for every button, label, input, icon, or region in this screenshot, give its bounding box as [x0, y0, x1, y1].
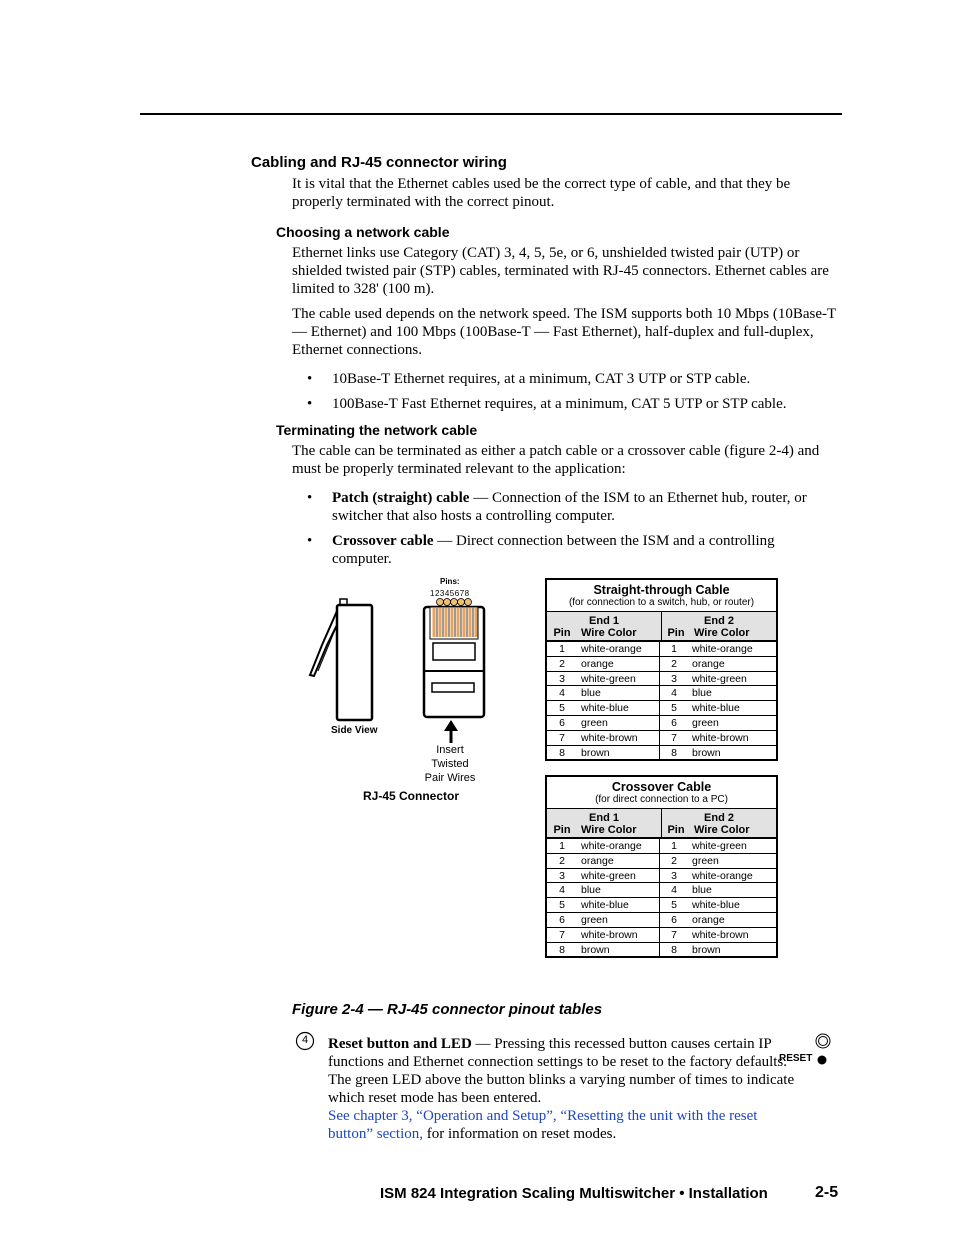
- bullet-icon: •: [307, 533, 313, 549]
- table-subtitle: (for connection to a switch, hub, or router): [568, 597, 755, 608]
- pin-cell: 6: [559, 716, 565, 729]
- wire-color-cell: white-brown: [581, 731, 638, 744]
- end-label: End 2: [704, 615, 734, 627]
- bullet-icon: •: [307, 371, 313, 387]
- pin-cell: 7: [659, 731, 688, 745]
- table-body: [547, 838, 776, 956]
- pin-cell: 3: [559, 869, 565, 882]
- wire-color-header: Wire Color: [581, 824, 637, 836]
- pin-cell: 4: [559, 884, 565, 897]
- wire-color-cell: white-blue: [581, 899, 629, 912]
- pin-cell: 1: [659, 642, 688, 656]
- wire-color-cell: brown: [581, 943, 610, 956]
- table-row: [547, 685, 776, 700]
- wire-color-header: Wire Color: [694, 627, 750, 639]
- wire-color-cell: white-blue: [581, 702, 629, 715]
- table-row: [547, 927, 776, 942]
- patch-text: — Connection of the ISM to an Ethernet hub, router, or switcher that also hosts a controlling computer.: [332, 490, 807, 524]
- pin-cell: 2: [559, 657, 565, 670]
- wire-color-cell: orange: [692, 657, 725, 670]
- pin-cell: 6: [559, 913, 565, 926]
- table-title: Crossover Cable: [611, 780, 712, 794]
- table-row: [547, 868, 776, 883]
- side-view-drawing: [310, 599, 372, 720]
- pin-header: Pin: [667, 824, 685, 836]
- wire-color-cell: white-brown: [692, 928, 749, 941]
- pin-cell: 3: [559, 672, 565, 685]
- wire-color-cell: brown: [692, 746, 721, 759]
- crossover-term: Crossover cable: [332, 533, 434, 549]
- wire-color-header: Wire Color: [581, 627, 637, 639]
- table-row: [547, 700, 776, 715]
- pin-cell: 7: [559, 928, 565, 941]
- pin-cell: 5: [659, 701, 688, 715]
- wire-color-cell: orange: [581, 657, 614, 670]
- pin-cell: 1: [659, 839, 688, 853]
- end-headers: [547, 612, 776, 641]
- end-label: End 1: [589, 812, 619, 824]
- bullet-item-patch: [332, 489, 840, 525]
- end-2-header: [661, 809, 776, 837]
- wire-color-cell: brown: [581, 746, 610, 759]
- table-subtitle: (for direct connection to a PC): [595, 794, 728, 805]
- reset-term: Reset button and LED: [328, 1036, 472, 1052]
- callout-number: 4: [301, 1034, 309, 1046]
- end-1-header: [547, 809, 661, 837]
- side-view-label: Side View: [331, 725, 378, 736]
- led-icon: [814, 1032, 832, 1050]
- crossover-text: — Direct connection between the ISM and a controlling computer.: [332, 533, 775, 567]
- wire-color-cell: white-green: [692, 840, 747, 852]
- pin-cell: 4: [659, 686, 688, 700]
- insert-label-line: Insert: [436, 744, 464, 756]
- wire-color-cell: blue: [692, 884, 712, 897]
- pin-cell: 8: [559, 943, 565, 956]
- wire-color-cell: white-orange: [581, 840, 642, 852]
- pin-cell: 8: [659, 746, 688, 760]
- pin-cell: 1: [559, 643, 565, 655]
- subsection-title-choosing: Choosing a network cable: [276, 224, 450, 240]
- table-row: [547, 912, 776, 927]
- table-row: [547, 745, 776, 760]
- table-header: [547, 580, 776, 612]
- section-title: Cabling and RJ-45 connector wiring: [251, 154, 507, 171]
- table-body: [547, 641, 776, 759]
- reset-after-text: for information on reset modes.: [422, 1126, 617, 1142]
- pin-cell: 6: [659, 913, 688, 927]
- pin-cell: 7: [659, 928, 688, 942]
- terminating-paragraph: The cable can be terminated as either a patch cable or a crossover cable (figure 2-4) and must be properly terminated relevant to the application:: [292, 443, 820, 477]
- pin-header: Pin: [553, 824, 571, 836]
- wire-color-cell: orange: [581, 854, 614, 867]
- subsection-title-terminating: Terminating the network cable: [276, 422, 478, 438]
- reset-button-label: RESET: [779, 1053, 813, 1064]
- pin-cell: 2: [559, 854, 565, 867]
- pin-cell: 4: [559, 687, 565, 700]
- bullet-icon: •: [307, 490, 313, 506]
- straight-through-table: [545, 578, 778, 761]
- table-row: [547, 838, 776, 853]
- wire-color-cell: green: [692, 716, 719, 729]
- pin-cell: 3: [659, 672, 688, 686]
- reset-text: — Pressing this recessed button causes certain IP functions and Ethernet connection settings to be reset to the factory defaults. The green LED above the button blinks a varying number of times to indicate which reset mode has been entered.: [328, 1036, 795, 1106]
- pin-cell: 3: [659, 869, 688, 883]
- pin-header: Pin: [553, 627, 571, 639]
- pin-cell: 8: [659, 943, 688, 957]
- wire-color-cell: white-orange: [581, 643, 642, 655]
- crossover-table: [545, 775, 778, 958]
- table-row: [547, 897, 776, 912]
- wire-color-cell: brown: [692, 943, 721, 956]
- wire-color-cell: white-orange: [692, 869, 753, 882]
- wire-color-cell: white-brown: [692, 731, 749, 744]
- wire-color-cell: green: [581, 913, 608, 926]
- insert-label-line: Pair Wires: [424, 772, 476, 784]
- figure-caption: Figure 2-4 — RJ-45 connector pinout tables: [292, 1001, 603, 1018]
- column-headers: [547, 627, 661, 640]
- column-headers: [547, 824, 661, 837]
- wire-color-cell: white-blue: [692, 899, 740, 912]
- table-row: [547, 942, 776, 957]
- rj45-connector-label: RJ-45 Connector: [363, 789, 460, 803]
- table-row: [547, 853, 776, 868]
- table-row: [547, 882, 776, 897]
- page-number: 2-5: [815, 1184, 839, 1201]
- patch-term: Patch (straight) cable: [332, 490, 470, 506]
- end-1-header: [547, 612, 661, 640]
- table-row: [547, 641, 776, 656]
- insert-arrow-icon: [444, 720, 458, 743]
- table-row: [547, 671, 776, 686]
- pin-cell: 8: [559, 746, 565, 759]
- intro-paragraph: It is vital that the Ethernet cables used be the correct type of cable, and that they be properly terminated with the correct pinout.: [292, 176, 791, 210]
- header-rule: [140, 113, 842, 115]
- end-label: End 2: [704, 812, 734, 824]
- wire-color-cell: white-green: [581, 869, 636, 882]
- reset-button-icon: [816, 1054, 828, 1066]
- insert-wires-label: [416, 743, 484, 785]
- end-label: End 1: [589, 615, 619, 627]
- pin-cell: 5: [559, 899, 565, 912]
- table-row: [547, 715, 776, 730]
- wire-color-cell: blue: [581, 687, 601, 700]
- bullet-item: 100Base-T Fast Ethernet requires, at a minimum, CAT 5 UTP or STP cable.: [332, 396, 787, 412]
- pin-cell: 2: [659, 657, 688, 671]
- wire-color-cell: white-green: [692, 672, 747, 685]
- wire-color-header: Wire Color: [694, 824, 750, 836]
- table-row: [547, 656, 776, 671]
- bullet-item-crossover: [332, 532, 832, 568]
- bullet-item: 10Base-T Ethernet requires, at a minimum, CAT 3 UTP or STP cable.: [332, 371, 751, 387]
- pin-cell: 5: [659, 898, 688, 912]
- bullet-icon: •: [307, 396, 313, 412]
- footer-title: ISM 824 Integration Scaling Multiswitcher • Installation: [380, 1185, 768, 1202]
- pin-cell: 2: [659, 854, 688, 868]
- wire-color-cell: white-orange: [692, 643, 753, 655]
- wire-color-cell: white-brown: [581, 928, 638, 941]
- end-headers: [547, 809, 776, 838]
- table-row: [547, 730, 776, 745]
- wire-color-cell: green: [692, 854, 719, 867]
- table-title: Straight-through Cable: [593, 583, 730, 597]
- table-header: [547, 777, 776, 809]
- pins-numbers: 12345678: [430, 589, 470, 598]
- pin-cell: 5: [559, 702, 565, 715]
- choosing-paragraph-1: Ethernet links use Category (CAT) 3, 4, 5, 5e, or 6, unshielded twisted pair (UTP) or shielded twisted pair (STP) cables, terminated with RJ-45 connectors. Ethernet cables are limited to 328' (100 m).: [292, 245, 829, 297]
- wire-color-cell: blue: [692, 687, 712, 700]
- wire-color-cell: blue: [581, 884, 601, 897]
- column-headers: [662, 824, 776, 837]
- insert-label-line: Twisted: [431, 758, 469, 770]
- pin-cell: 6: [659, 716, 688, 730]
- pin-cell: 7: [559, 731, 565, 744]
- front-view-drawing: [424, 599, 484, 718]
- end-2-header: [661, 612, 776, 640]
- pins-label: Pins:: [440, 577, 460, 586]
- choosing-paragraph-2: The cable used depends on the network speed. The ISM supports both 10 Mbps (10Base-T — Ethernet) and 100 Mbps (100Base-T — Fast Ethernet), half-duplex and full-duplex, Ethernet connections.: [292, 306, 836, 358]
- wire-color-cell: white-green: [581, 672, 636, 685]
- column-headers: [662, 627, 776, 640]
- reset-paragraph: [328, 1035, 798, 1143]
- wire-color-cell: orange: [692, 913, 725, 926]
- wire-color-cell: green: [581, 716, 608, 729]
- pin-cell: 1: [559, 840, 565, 852]
- chapter-3-link[interactable]: See chapter 3, “Operation and Setup”, “Resetting the unit with the reset button” section,: [328, 1108, 758, 1142]
- pin-cell: 4: [659, 883, 688, 897]
- pin-header: Pin: [667, 627, 685, 639]
- wire-color-cell: white-blue: [692, 702, 740, 715]
